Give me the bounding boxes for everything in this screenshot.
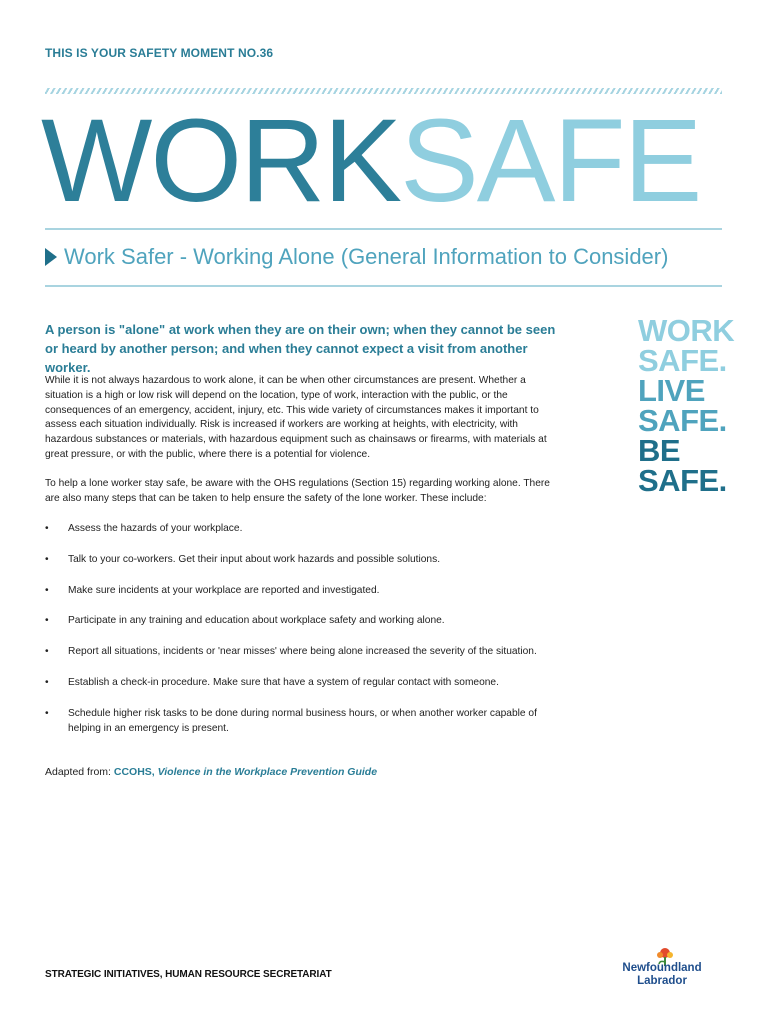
top-rule (45, 228, 722, 230)
paragraph-regulations: To help a lone worker stay safe, be aware with the OHS regulations (Section 15) regarding working alone. There are also many steps that can be taken to help ensure the safety of the lone worker. These include: (45, 478, 550, 504)
safety-steps-list (45, 522, 555, 752)
footer-department: STRATEGIC INITIATIVES, HUMAN RESOURCE SECRETARIAT (45, 969, 332, 980)
slogan-line: SAFE. (638, 463, 727, 498)
bullet-icon: • (45, 676, 49, 688)
list-item (45, 645, 555, 660)
list-item (45, 676, 555, 691)
list-item-text: Establish a check-in procedure. Make sure that have a system of regular contact with someone. (68, 676, 499, 688)
subheading (45, 244, 668, 270)
logo-line1: Newfoundland (622, 962, 702, 974)
list-item-text: Schedule higher risk tasks to be done during normal business hours, or when another worker capable of helping in an emergency is present. (68, 707, 537, 734)
adapted-from (45, 766, 377, 778)
newfoundland-labrador-logo (620, 946, 704, 992)
list-item (45, 553, 555, 568)
dashed-divider (45, 88, 722, 94)
bullet-icon: • (45, 646, 49, 658)
logo-text (620, 962, 704, 988)
slogan-line: SAFE. (638, 403, 727, 438)
list-item-text: Make sure incidents at your workplace are reported and investigated. (68, 584, 380, 596)
list-item-text: Talk to your co-workers. Get their input about work hazards and possible solutions. (68, 553, 441, 565)
slogan-line: SAFE. (638, 343, 727, 378)
safety-moment-label: THIS IS YOUR SAFETY MOMENT NO.36 (45, 46, 274, 60)
adapted-guide-link[interactable]: Violence in the Workplace Prevention Guide (157, 766, 378, 778)
list-item (45, 584, 555, 599)
masthead-work: WORK (41, 95, 401, 227)
list-item (45, 614, 555, 629)
slogan-line: WORK (638, 313, 735, 348)
masthead-safe: SAFE (400, 95, 701, 227)
list-item (45, 522, 555, 537)
list-item-text: Report all situations, incidents or 'near misses' where being alone increased the severity of the situation. (68, 646, 537, 658)
play-triangle-icon (45, 248, 57, 266)
adapted-prefix: Adapted from: (45, 766, 114, 778)
slogan-block (638, 313, 735, 498)
paragraph-risk: While it is not always hazardous to work alone, it can be when other circumstances are present. Whether a situation is a high or low risk will depend on the location, type of work, interaction with the public, or the consequences of an emergency, accident, injury, etc. This wide variety of circumstances makes it important to assess each situation individually. Risk is increased if workers are working at heights, with electricity, with hazardous substances or materials, with hazardous equipment such as chainsaws or firearms, with materials at great pressure, or with the public, where there is a potential for violence. (45, 375, 547, 460)
worksafe-masthead (41, 95, 701, 227)
bullet-icon: • (45, 707, 49, 719)
bullet-icon: • (45, 615, 49, 627)
subheading-text: Work Safer - Working Alone (General Information to Consider) (64, 244, 669, 269)
list-item-text: Participate in any training and education about workplace safety and working alone. (68, 615, 445, 627)
slogan-line: BE (638, 433, 681, 468)
slogan-line: LIVE (638, 373, 705, 408)
list-item-text: Assess the hazards of your workplace. (68, 523, 243, 534)
adapted-source: CCOHS, (113, 766, 158, 778)
bullet-icon: • (45, 553, 49, 565)
logo-line2: Labrador (637, 975, 687, 987)
lead-definition: A person is "alone" at work when they are on their own; when they cannot be seen or heard by another person; and when they cannot expect a visit from another worker. (45, 322, 556, 375)
list-item (45, 707, 555, 737)
bullet-icon: • (45, 523, 49, 534)
bottom-rule (45, 285, 722, 287)
bullet-icon: • (45, 584, 49, 596)
